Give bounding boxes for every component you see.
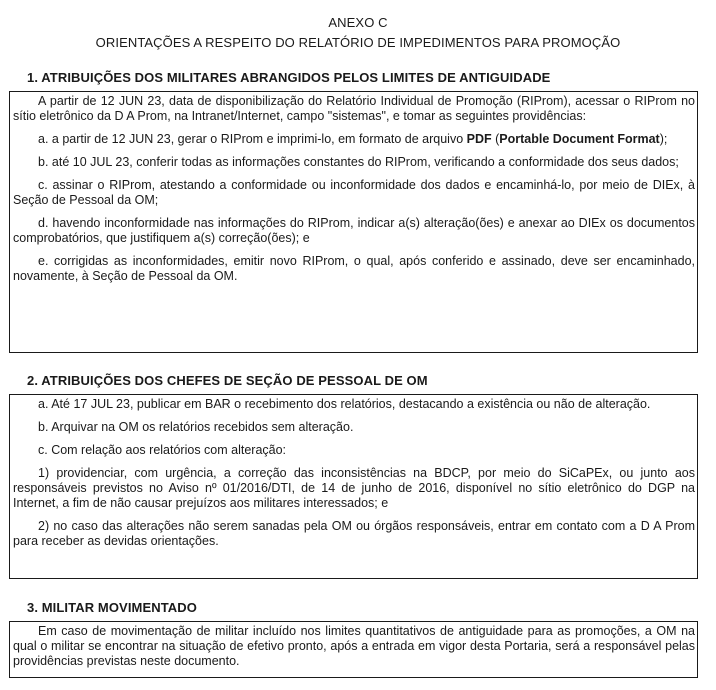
section-2-heading: 2. ATRIBUIÇÕES DOS CHEFES DE SEÇÃO DE PESSOAL DE OM bbox=[27, 373, 428, 388]
section-1-box bbox=[9, 91, 698, 353]
section-3-body: Em caso de movimentação de militar incluído nos limites quantitativos de antiguidade para as promoções, a OM na qual o militar se encontrar na situação de efetivo pronto, após a entrada em vigor desta Portaria, será a responsável pelas providências previstas neste documento. bbox=[13, 624, 695, 668]
section-3-box bbox=[9, 621, 698, 678]
section-2-item-b: b. Arquivar na OM os relatórios recebidos sem alteração. bbox=[38, 420, 354, 434]
section-1-item-a bbox=[13, 132, 695, 147]
section-2-item-c: c. Com relação aos relatórios com alteração: bbox=[38, 443, 287, 457]
section-1-heading: 1. ATRIBUIÇÕES DOS MILITARES ABRANGIDOS PELOS LIMITES DE ANTIGUIDADE bbox=[27, 70, 551, 85]
document-title: ORIENTAÇÕES A RESPEITO DO RELATÓRIO DE IMPEDIMENTOS PARA PROMOÇÃO bbox=[95, 35, 621, 50]
section-2-item-c2: 2) no caso das alterações não serem sanadas pela OM ou órgãos responsáveis, entrar em contato com a D A Prom para receber as devidas orientações. bbox=[13, 519, 695, 548]
section-1-item-a-paren-open: ( bbox=[491, 132, 500, 146]
section-2-item-c1: 1) providenciar, com urgência, a correção das inconsistências na BDCP, por meio do SiCaPEx, ou junto aos responsáveis previstos no Aviso nº 01/2016/DTI, de 14 de junho de 2016, disponível no sítio eletrônico do DGP na Internet, a fim de não causar prejuízos aos militares interessados; e bbox=[13, 466, 695, 510]
section-1-item-a-pdf-full: Portable Document Format bbox=[499, 132, 660, 146]
annex-label: ANEXO C bbox=[328, 15, 388, 30]
section-2-box bbox=[9, 394, 698, 579]
section-1-item-a-text: a. a partir de 12 JUN 23, gerar o RIProm e imprimi-lo, em formato de arquivo bbox=[38, 132, 467, 146]
section-2-item-a: a. Até 17 JUL 23, publicar em BAR o recebimento dos relatórios, destacando a existência ou não de alteração. bbox=[38, 397, 651, 411]
section-1-intro: A partir de 12 JUN 23, data de disponibilização do Relatório Individual de Promoção (RIProm), acessar o RIProm no sítio eletrônico da D A Prom, na Intranet/Internet, campo "sistemas", e tomar as seguintes providências: bbox=[13, 94, 695, 123]
section-3-heading: 3. MILITAR MOVIMENTADO bbox=[27, 600, 197, 615]
section-1-item-a-end: ); bbox=[659, 132, 668, 146]
section-1-item-a-pdf: PDF bbox=[466, 132, 492, 146]
section-1-item-e: e. corrigidas as inconformidades, emitir novo RIProm, o qual, após conferido e assinado, deve ser encaminhado, novamente, à Seção de Pessoal da OM. bbox=[13, 254, 695, 283]
section-1-item-d: d. havendo inconformidade nas informações do RIProm, indicar a(s) alteração(ões) e anexar ao DIEx os documentos comprobatórios, que justifiquem a(s) correção(ões); e bbox=[13, 216, 695, 245]
section-1-item-c: c. assinar o RIProm, atestando a conformidade ou inconformidade dos dados e encaminhá-lo, por meio de DIEx, à Seção de Pessoal da OM; bbox=[13, 178, 695, 207]
section-1-item-b: b. até 10 JUL 23, conferir todas as informações constantes do RIProm, verificando a conformidade dos seus dados; bbox=[38, 155, 679, 169]
